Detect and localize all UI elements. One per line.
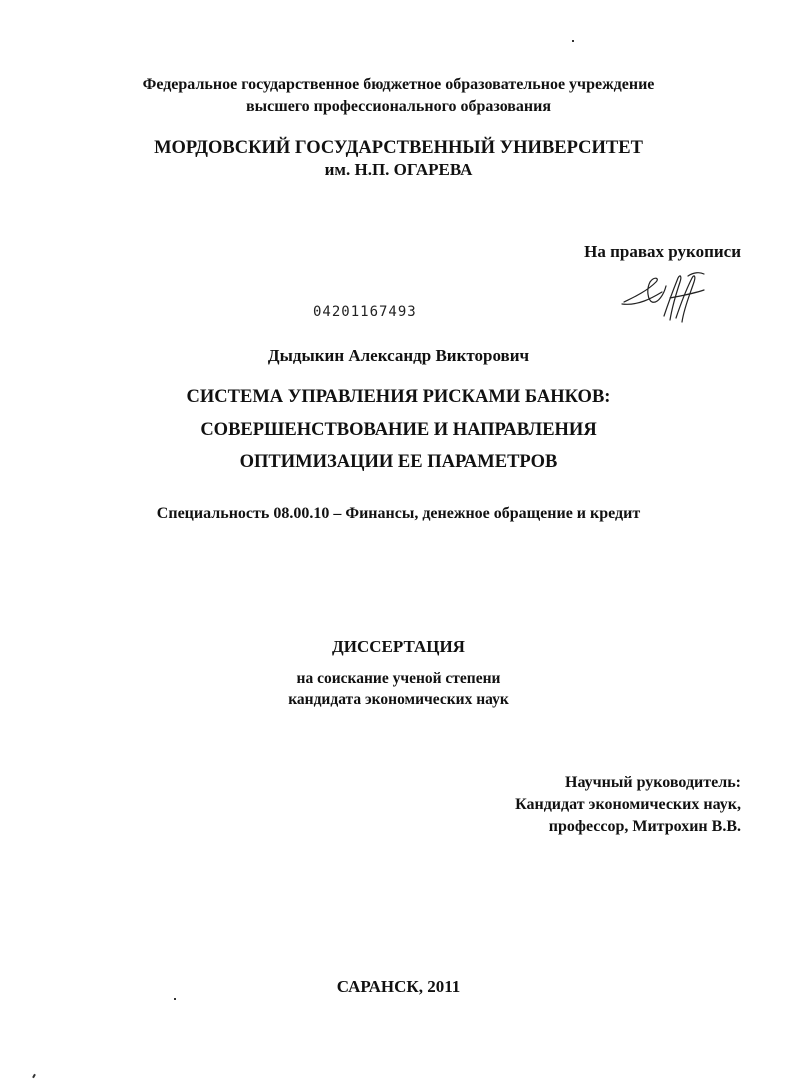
manuscript-note: На правах рукописи [584, 242, 741, 261]
dissertation-line-2: кандидата экономических наук [288, 691, 509, 708]
signature-icon [618, 268, 710, 326]
scan-speck [174, 998, 176, 1000]
university-name-suffix: им. Н.П. ОГАРЕВА [324, 160, 473, 179]
dissertation-line-1: на соискание ученой степени [296, 670, 501, 687]
institution-line-1: Федеральное государственное бюджетное образовательное учреждение [142, 76, 655, 93]
supervisor-name: профессор, Митрохин В.В. [548, 818, 741, 835]
specialty: Специальность 08.00.10 – Финансы, денежное обращение и кредит [156, 505, 641, 522]
dissertation-heading: ДИССЕРТАЦИЯ [332, 637, 465, 656]
title-line-1: СИСТЕМА УПРАВЛЕНИЯ РИСКАМИ БАНКОВ: [186, 387, 611, 407]
document-number: 04201167493 [313, 304, 417, 320]
institution-line-2: высшего профессионального образования [245, 98, 552, 115]
author-name: Дыдыкин Александр Викторович [267, 346, 530, 365]
city-year: САРАНСК, 2011 [336, 977, 461, 996]
scan-speck [32, 1074, 36, 1078]
title-line-2: СОВЕРШЕНСТВОВАНИЕ И НАПРАВЛЕНИЯ [200, 420, 597, 440]
university-name: МОРДОВСКИЙ ГОСУДАРСТВЕННЫЙ УНИВЕРСИТЕТ [154, 138, 643, 158]
title-line-3: ОПТИМИЗАЦИИ ЕЕ ПАРАМЕТРОВ [239, 452, 558, 472]
scan-speck [572, 40, 574, 42]
supervisor-label: Научный руководитель: [565, 774, 741, 791]
supervisor-degree: Кандидат экономических наук, [515, 796, 741, 813]
